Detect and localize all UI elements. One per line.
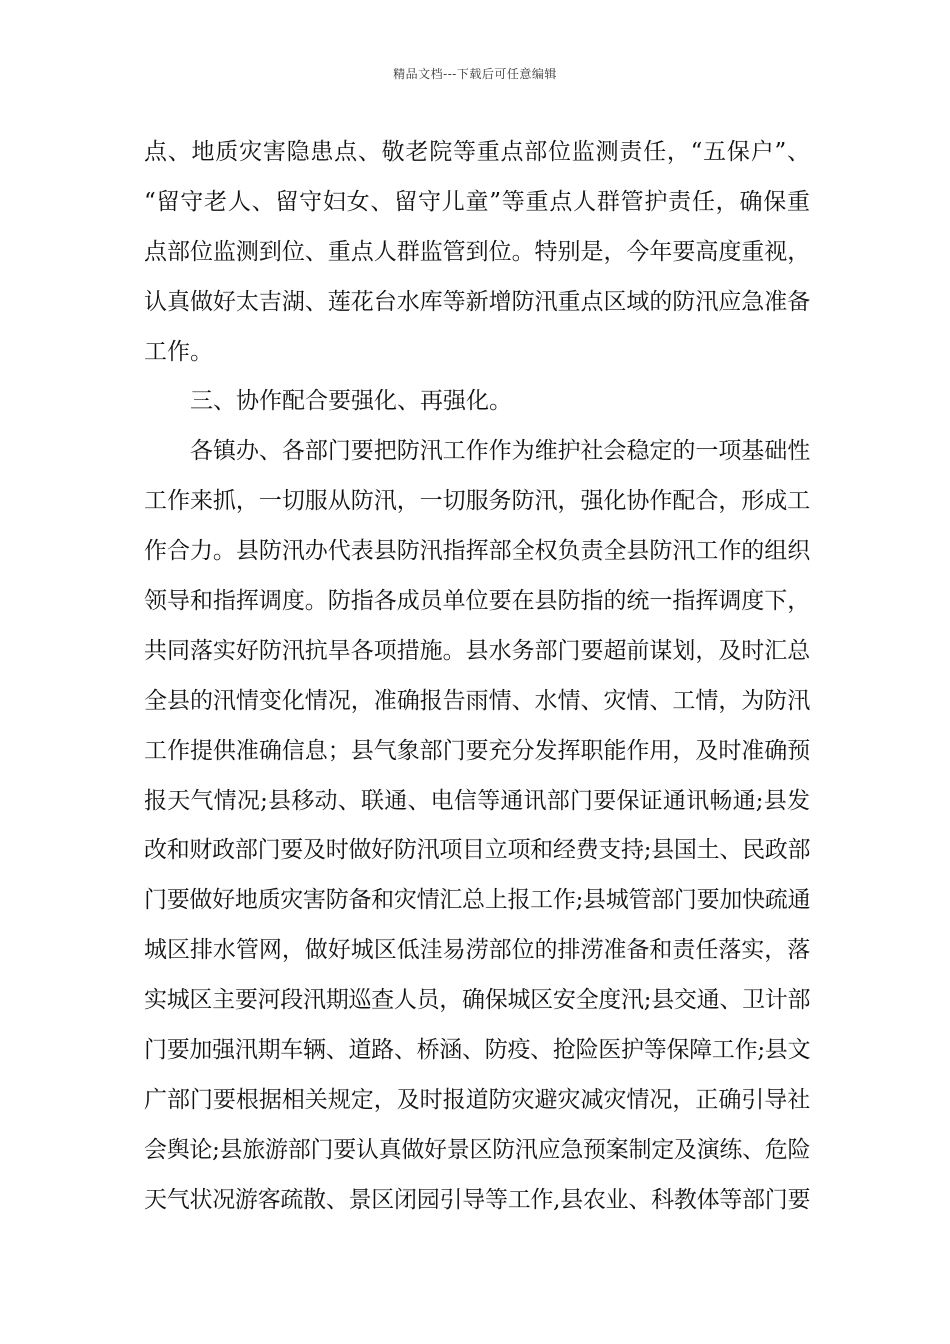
section-heading-text: 三、协作配合要强化、再强化。: [190, 388, 512, 415]
page-header: 精品文档---下载后可任意编辑: [393, 67, 557, 81]
text-line: 工作来抓，一切服从防汛，一切服务防汛，强化协作配合，形成工: [144, 488, 810, 515]
text-line: 工作提供准确信息；县气象部门要充分发挥职能作用，及时准确预: [144, 737, 810, 764]
text-line: 天气状况游客疏散、景区闭园引导等工作,县农业、科教体等部门要: [144, 1186, 810, 1213]
text-line: 会舆论;县旅游部门要认真做好景区防汛应急预案制定及演练、危险: [144, 1136, 810, 1163]
text-line: 认真做好太吉湖、莲花台水库等新增防汛重点区域的防汛应急准备: [144, 288, 810, 315]
document-body: [144, 128, 810, 1226]
text-line: 领导和指挥调度。防指各成员单位要在县防指的统一指挥调度下，: [144, 588, 810, 615]
text-line: “留守老人、留守妇女、留守儿童”等重点人群管护责任，确保重: [144, 188, 810, 215]
text-line: 作合力。县防汛办代表县防汛指挥部全权负责全县防汛工作的组织: [144, 538, 810, 565]
text-line: 各镇办、各部门要把防汛工作作为维护社会稳定的一项基础性: [190, 438, 810, 465]
text-line: 门要做好地质灾害防备和灾情汇总上报工作;县城管部门要加快疏通: [144, 887, 810, 914]
section-heading: [144, 377, 810, 427]
text-line: 全县的汛情变化情况，准确报告雨情、水情、灾情、工情，为防汛: [144, 687, 810, 714]
text-line: 实城区主要河段汛期巡查人员，确保城区安全度汛;县交通、卫计部: [144, 987, 810, 1014]
text-line: 工作。: [144, 338, 213, 365]
text-line: 城区排水管网，做好城区低洼易涝部位的排涝准备和责任落实，落: [144, 937, 810, 964]
text-line: 广部门要根据相关规定，及时报道防灾避灾减灾情况，正确引导社: [144, 1086, 810, 1113]
text-line: 共同落实好防汛抗旱各项措施。县水务部门要超前谋划，及时汇总: [144, 637, 810, 664]
text-line: 点部位监测到位、重点人群监管到位。特别是，今年要高度重视，: [144, 238, 810, 265]
text-line: 点、地质灾害隐患点、敬老院等重点部位监测责任，“五保户”、: [144, 139, 810, 165]
text-line: 报天气情况;县移动、联通、电信等通讯部门要保证通讯畅通;县发: [144, 787, 810, 814]
paragraph-3: [144, 427, 810, 1225]
paragraph-1: [144, 128, 810, 377]
text-line: 改和财政部门要及时做好防汛项目立项和经费支持;县国土、民政部: [144, 837, 810, 864]
text-line: 门要加强汛期车辆、道路、桥涵、防疫、抢险医护等保障工作;县文: [144, 1037, 810, 1064]
